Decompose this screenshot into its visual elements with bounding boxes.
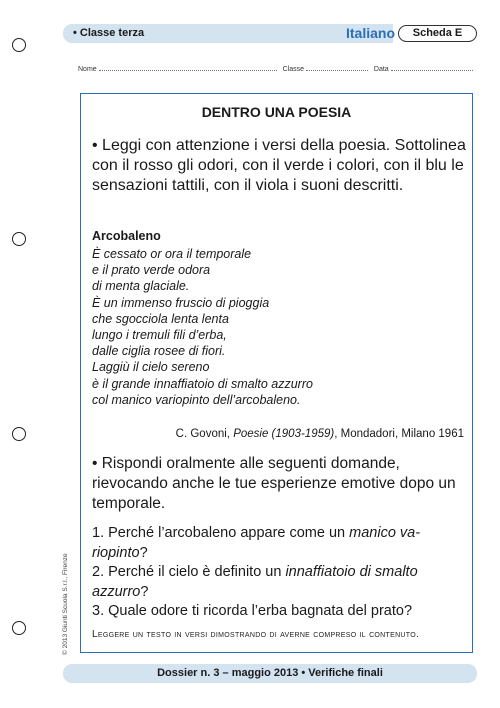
- subject-label: Italiano: [345, 25, 395, 41]
- class-label: • Classe terza: [63, 24, 393, 43]
- question-2-emphasis: innaffiatoio di smalto azzurro: [92, 564, 418, 600]
- binder-hole-3: [12, 427, 26, 441]
- instruction-read-poem: • Leggi con attenzione i versi della poesia. Sottolinea con il rosso gli odori, con il verde i colori, con il blu le sensazioni tattili, con il viola i suoni descritti.: [92, 137, 466, 194]
- student-fields: [78, 64, 478, 73]
- poem-line: È un immenso fruscio di pioggia: [92, 295, 270, 310]
- question-2: [92, 563, 467, 602]
- question-1-mark: ?: [139, 544, 148, 561]
- footer-bar: Dossier n. 3 – maggio 2013 • Verifiche finali: [63, 664, 477, 683]
- poem-line: di menta glaciale.: [92, 279, 190, 294]
- date-field-label: Data: [373, 66, 389, 73]
- class-field-label: Classe: [282, 66, 304, 73]
- question-2-text: 2. Perché il cielo è definito un: [92, 564, 286, 580]
- question-1-text: 1. Perché l’arcobaleno appare come un: [92, 525, 350, 541]
- worksheet-title: DENTRO UNA POESIA: [201, 104, 352, 120]
- question-1-emphasis: manico va-riopinto: [92, 525, 421, 561]
- poem-line: Laggiù il cielo sereno: [92, 360, 210, 375]
- copyright-note: © 2013 Giunti Scuola S.r.l., Firenze: [62, 553, 69, 655]
- source-publisher: , Mondadori, Milano 1961: [334, 428, 464, 440]
- question-2-mark: ?: [140, 583, 149, 600]
- source-work: Poesie (1903-1959): [233, 428, 335, 440]
- poem-line: È cessato or ora il temporale: [92, 247, 252, 261]
- binder-hole-1: [12, 38, 26, 52]
- poem-line: è il grande innaffiatoio di smalto azzurro: [92, 376, 313, 391]
- question-1: [92, 524, 467, 563]
- poem-title: Arcobaleno: [92, 229, 161, 243]
- question-3: 3. Quale odore ti ricorda l’erba bagnata del prato?: [92, 603, 413, 619]
- poem-line: col manico variopinto dell’arcobaleno.: [92, 392, 301, 407]
- poem-line: e il prato verde odora: [92, 263, 211, 278]
- poem-text: [92, 246, 313, 408]
- binder-hole-4: [12, 621, 26, 635]
- sheet-badge: Scheda E: [398, 25, 477, 42]
- header-bar: [63, 24, 477, 43]
- instruction-answer-orally: • Rispondi oralmente alle seguenti domande, rievocando anche le tue esperienze emotive dopo un temporale.: [92, 455, 456, 512]
- name-field-line[interactable]: [99, 64, 277, 71]
- poem-line: dalle ciglia rosee di fiori.: [92, 344, 226, 359]
- poem-line: che sgocciola lenta lenta: [92, 311, 229, 326]
- poem-source: [176, 428, 464, 440]
- worksheet-box: [80, 93, 473, 653]
- name-field-label: Nome: [78, 66, 97, 73]
- learning-objective: Leggere un testo in versi dimostrando di averne compreso il contenuto.: [92, 629, 420, 640]
- source-author: C. Govoni,: [175, 428, 234, 440]
- binder-hole-2: [12, 232, 26, 246]
- poem-line: lungo i tremuli fili d’erba,: [92, 328, 227, 343]
- date-field-line[interactable]: [391, 64, 473, 71]
- class-field-line[interactable]: [306, 64, 368, 71]
